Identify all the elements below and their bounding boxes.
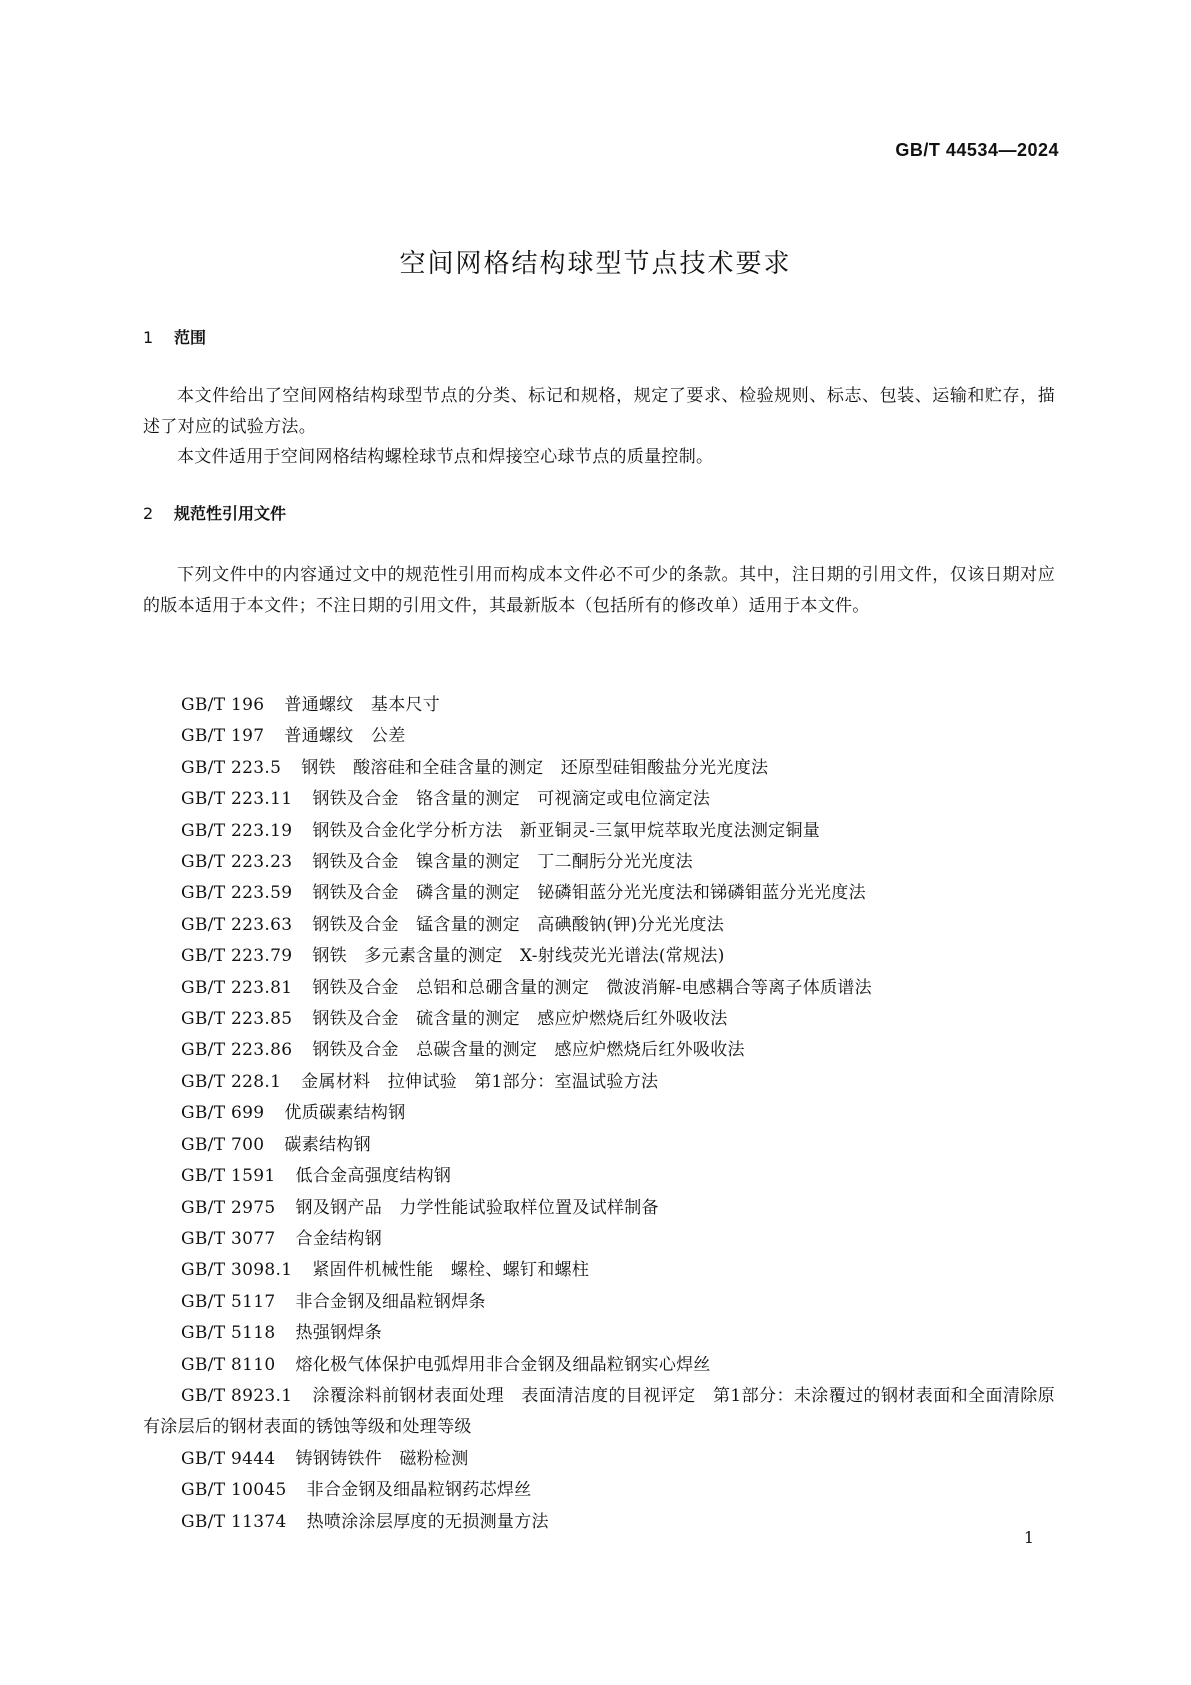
reference-code: GB/T 3098.1 — [181, 1260, 293, 1281]
reference-code: GB/T 8110 — [181, 1354, 276, 1375]
reference-title: 低合金高强度结构钢 — [295, 1166, 452, 1187]
reference-item — [143, 1004, 1055, 1035]
reference-code: GB/T 223.86 — [181, 1040, 293, 1061]
reference-code: GB/T 11374 — [181, 1511, 287, 1532]
reference-title: 非合金钢及细晶粒钢药芯焊丝 — [306, 1480, 532, 1501]
reference-code: GB/T 223.19 — [181, 820, 293, 841]
reference-item — [143, 784, 1055, 815]
reference-code: GB/T 10045 — [181, 1480, 287, 1501]
reference-title: 紧固件机械性能 螺栓、螺钉和螺柱 — [312, 1260, 590, 1281]
reference-item — [143, 1287, 1055, 1318]
reference-title: 铸钢铸铁件 磁粉检测 — [295, 1448, 469, 1469]
reference-title: 钢铁及合金 硫含量的测定 感应炉燃烧后红外吸收法 — [312, 1009, 728, 1030]
reference-item — [143, 753, 1055, 784]
reference-code: GB/T 223.81 — [181, 977, 293, 998]
reference-title: 钢铁 酸溶硅和全硅含量的测定 还原型硅钼酸盐分光光度法 — [301, 757, 769, 778]
reference-item — [143, 1381, 1055, 1444]
reference-code: GB/T 699 — [181, 1103, 265, 1124]
reference-title: 钢铁及合金 磷含量的测定 铋磷钼蓝分光光度法和锑磷钼蓝分光光度法 — [312, 883, 866, 904]
section-number: 1 — [143, 328, 154, 347]
reference-title: 熔化极气体保护电弧焊用非合金钢及细晶粒钢实心焊丝 — [295, 1354, 711, 1375]
reference-code: GB/T 223.23 — [181, 852, 293, 873]
reference-item — [143, 1507, 1055, 1538]
reference-code: GB/T 223.79 — [181, 946, 293, 967]
standard-number: GB/T 44534—2024 — [895, 140, 1059, 160]
reference-item — [143, 973, 1055, 1004]
reference-title: 热强钢焊条 — [295, 1323, 383, 1344]
reference-item — [143, 847, 1055, 878]
reference-code: GB/T 228.1 — [181, 1071, 282, 1092]
section-heading-normative-references — [143, 501, 286, 524]
reference-title: 碳素结构钢 — [284, 1134, 371, 1155]
reference-item — [143, 1224, 1055, 1255]
reference-item — [143, 1444, 1055, 1475]
reference-title: 钢铁及合金 镍含量的测定 丁二酮肟分光光度法 — [312, 852, 693, 873]
references-intro-paragraph: 下列文件中的内容通过文中的规范性引用而构成本文件必不可少的条款。其中，注日期的引用文件，仅该日期对应的版本适用于本文件；不注日期的引用文件，其最新版本（包括所有的修改单）适用于本文件。 — [143, 565, 1055, 616]
reference-title: 金属材料 拉伸试验 第1部分：室温试验方法 — [301, 1071, 659, 1092]
reference-item — [143, 1130, 1055, 1161]
reference-title: 钢铁及合金 总碳含量的测定 感应炉燃烧后红外吸收法 — [312, 1040, 745, 1061]
reference-title: 钢及钢产品 力学性能试验取样位置及试样制备 — [295, 1197, 659, 1218]
reference-item — [143, 1098, 1055, 1129]
reference-code: GB/T 223.63 — [181, 914, 293, 935]
reference-item — [143, 910, 1055, 941]
reference-code: GB/T 5117 — [181, 1291, 276, 1312]
reference-item — [143, 816, 1055, 847]
reference-title: 合金结构钢 — [295, 1228, 383, 1249]
reference-title: 普通螺纹 基本尺寸 — [284, 695, 441, 715]
reference-title: 优质碳素结构钢 — [284, 1103, 406, 1124]
reference-code: GB/T 223.5 — [181, 757, 282, 778]
reference-code: GB/T 223.85 — [181, 1009, 293, 1030]
reference-title: 钢铁及合金化学分析方法 新亚铜灵-三氯甲烷萃取光度法测定铜量 — [312, 820, 821, 841]
reference-code: GB/T 196 — [181, 695, 265, 715]
reference-item — [143, 1161, 1055, 1192]
reference-item — [143, 1193, 1055, 1224]
reference-title: 钢铁 多元素含量的测定 X-射线荧光光谱法(常规法) — [312, 946, 725, 967]
reference-code: GB/T 5118 — [181, 1323, 276, 1344]
reference-list — [143, 690, 1055, 1538]
section-title: 范围 — [174, 328, 207, 347]
reference-code: GB/T 8923.1 — [181, 1385, 293, 1406]
reference-item — [143, 1035, 1055, 1066]
reference-title: 热喷涂涂层厚度的无损测量方法 — [306, 1511, 549, 1532]
scope-paragraph-2: 本文件适用于空间网格结构螺栓球节点和焊接空心球节点的质量控制。 — [177, 447, 714, 467]
reference-title: 钢铁及合金 铬含量的测定 可视滴定或电位滴定法 — [312, 789, 711, 810]
reference-title: 涂覆涂料前钢材表面处理 表面清洁度的目视评定 第1部分：未涂覆过的钢材表面和全面清除原有涂层后的钢材表面的锈蚀等级和处理等级 — [143, 1385, 1055, 1438]
reference-item — [143, 1350, 1055, 1381]
reference-code: GB/T 3077 — [181, 1228, 276, 1249]
reference-title: 钢铁及合金 锰含量的测定 高碘酸钠(钾)分光光度法 — [312, 914, 725, 935]
scope-paragraph-1: 本文件给出了空间网格结构球型节点的分类、标记和规格，规定了要求、检验规则、标志、包装、运输和贮存，描述了对应的试验方法。 — [143, 386, 1055, 437]
reference-item — [143, 1067, 1055, 1098]
document-title: 空间网格结构球型节点技术要求 — [399, 249, 792, 279]
reference-item — [143, 878, 1055, 909]
reference-code: GB/T 700 — [181, 1134, 265, 1155]
reference-item — [143, 1318, 1055, 1349]
reference-item — [143, 690, 1055, 721]
section-number: 2 — [143, 504, 154, 523]
reference-item — [143, 941, 1055, 972]
reference-item — [143, 721, 1055, 752]
reference-code: GB/T 1591 — [181, 1166, 276, 1187]
reference-title: 普通螺纹 公差 — [284, 726, 406, 747]
reference-code: GB/T 9444 — [181, 1448, 276, 1469]
reference-title: 非合金钢及细晶粒钢焊条 — [295, 1291, 486, 1312]
reference-item — [143, 1255, 1055, 1286]
reference-item — [143, 1475, 1055, 1506]
section-title: 规范性引用文件 — [174, 504, 287, 523]
reference-code: GB/T 2975 — [181, 1197, 276, 1218]
reference-code: GB/T 197 — [181, 726, 265, 747]
reference-code: GB/T 223.59 — [181, 883, 293, 904]
section-heading-scope — [143, 325, 206, 348]
reference-title: 钢铁及合金 总铝和总硼含量的测定 微波消解-电感耦合等离子体质谱法 — [312, 977, 872, 998]
page-number: 1 — [1023, 1528, 1034, 1547]
reference-code: GB/T 223.11 — [181, 789, 293, 810]
